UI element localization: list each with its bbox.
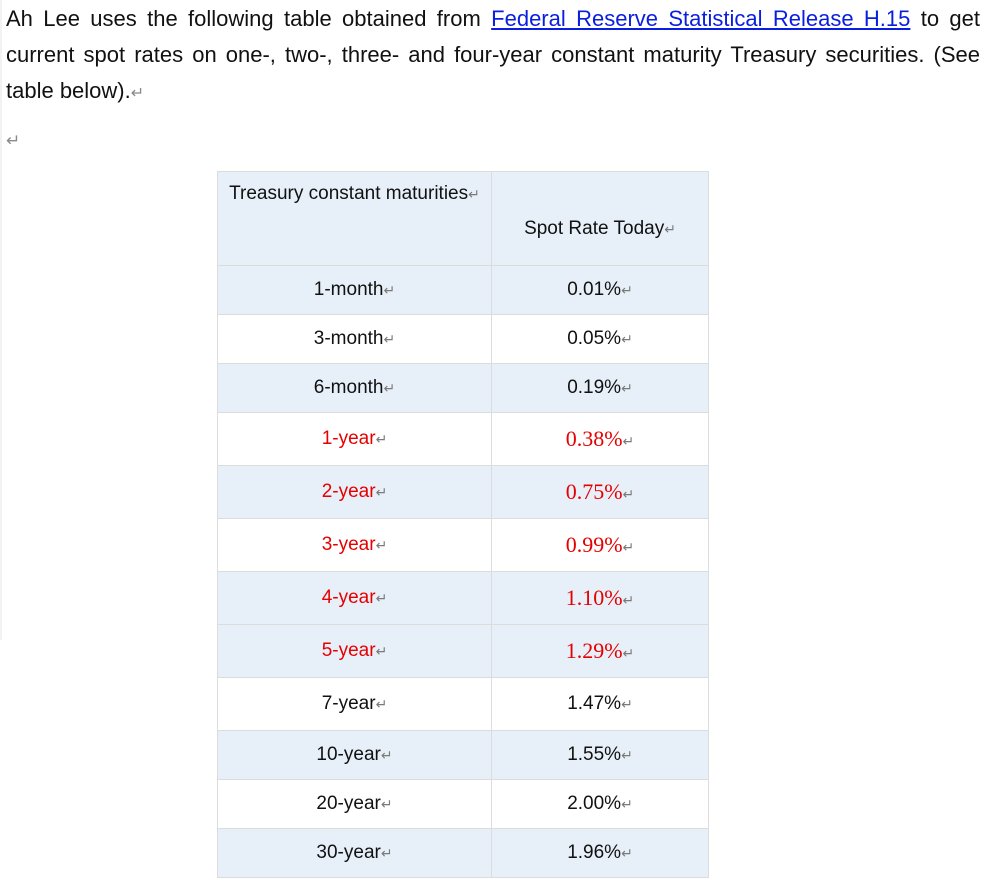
blank-paragraph-mark-icon: ↵ (6, 131, 21, 150)
table-row (218, 466, 709, 519)
federal-reserve-h15-link[interactable]: Federal Reserve Statistical Release H.15 (491, 6, 911, 31)
rate-cell: 0.19% (567, 377, 622, 398)
maturity-cell: 5-year (321, 640, 376, 661)
maturity-cell: 7-year (321, 693, 376, 714)
cell-mark-icon: ↵ (622, 645, 635, 661)
cell-mark-icon: ↵ (375, 431, 388, 447)
table-row (218, 678, 709, 731)
cell-mark-icon: ↵ (621, 696, 633, 712)
header-maturities (218, 172, 492, 266)
cell-mark-icon: ↵ (383, 380, 396, 396)
rate-cell: 1.29% (565, 638, 623, 663)
maturity-cell: 1-year (321, 428, 376, 449)
cell-mark-icon: ↵ (622, 486, 635, 502)
cell-mark-icon: ↵ (380, 747, 393, 763)
cell-mark-icon: ↵ (380, 796, 393, 812)
maturity-cell: 10-year (316, 744, 381, 765)
cell-mark-icon: ↵ (621, 331, 633, 347)
cell-mark-icon: ↵ (621, 380, 633, 396)
cell-mark-icon: ↵ (622, 592, 635, 608)
cell-mark-icon: ↵ (621, 845, 633, 861)
rate-cell: 1.47% (567, 693, 622, 714)
cell-mark-icon: ↵ (375, 643, 388, 659)
spot-rate-table (217, 171, 709, 878)
header-maturities-label: Treasury constant maturities (229, 183, 469, 204)
intro-paragraph (6, 1, 980, 111)
maturity-cell: 6-month (313, 377, 384, 398)
table-row (218, 625, 709, 678)
maturity-cell: 30-year (316, 842, 381, 863)
cell-mark-icon: ↵ (622, 433, 635, 449)
rate-cell: 1.55% (567, 744, 622, 765)
cell-mark-icon: ↵ (383, 331, 396, 347)
table-row (218, 266, 709, 315)
intro-text-after-link: to get current spot rates on one-, two-, three- and four-year constant maturity Treasury securities. (See table below). (6, 6, 981, 103)
table-row (218, 731, 709, 780)
table-header-row (218, 172, 709, 266)
cell-mark-icon: ↵ (621, 747, 633, 763)
cell-mark-icon: ↵ (664, 220, 676, 237)
cell-mark-icon: ↵ (375, 696, 388, 712)
rate-cell: 1.10% (565, 585, 623, 610)
cell-mark-icon: ↵ (375, 484, 388, 500)
maturity-cell: 20-year (316, 793, 381, 814)
cell-mark-icon: ↵ (621, 282, 633, 298)
table-row (218, 829, 709, 878)
maturity-cell: 4-year (321, 587, 376, 608)
rate-cell: 0.05% (567, 328, 622, 349)
rate-cell: 1.96% (567, 842, 622, 863)
maturity-cell: 3-year (321, 534, 376, 555)
rate-cell: 0.01% (567, 279, 622, 300)
maturity-cell: 3-month (313, 328, 384, 349)
cell-mark-icon: ↵ (621, 796, 633, 812)
cell-mark-icon: ↵ (375, 537, 388, 553)
table-row (218, 315, 709, 364)
rate-cell: 0.38% (565, 426, 623, 451)
table-row (218, 780, 709, 829)
table-row (218, 364, 709, 413)
maturity-cell: 2-year (321, 481, 376, 502)
intro-text-before-link: Ah Lee uses the following table obtained from (6, 6, 492, 31)
table-row (218, 572, 709, 625)
cell-mark-icon: ↵ (622, 539, 635, 555)
paragraph-mark-icon: ↵ (130, 84, 145, 102)
table-row (218, 413, 709, 466)
rate-cell: 2.00% (567, 793, 622, 814)
rate-cell: 0.75% (565, 479, 623, 504)
table-row (218, 519, 709, 572)
rate-cell: 0.99% (565, 532, 623, 557)
cell-mark-icon: ↵ (468, 186, 480, 202)
cell-mark-icon: ↵ (380, 845, 393, 861)
page-edge-rule (0, 0, 2, 640)
header-spot-rate (492, 172, 709, 266)
cell-mark-icon: ↵ (375, 590, 388, 606)
cell-mark-icon: ↵ (383, 282, 396, 298)
header-spot-rate-label: Spot Rate Today (524, 217, 665, 239)
maturity-cell: 1-month (313, 279, 384, 300)
